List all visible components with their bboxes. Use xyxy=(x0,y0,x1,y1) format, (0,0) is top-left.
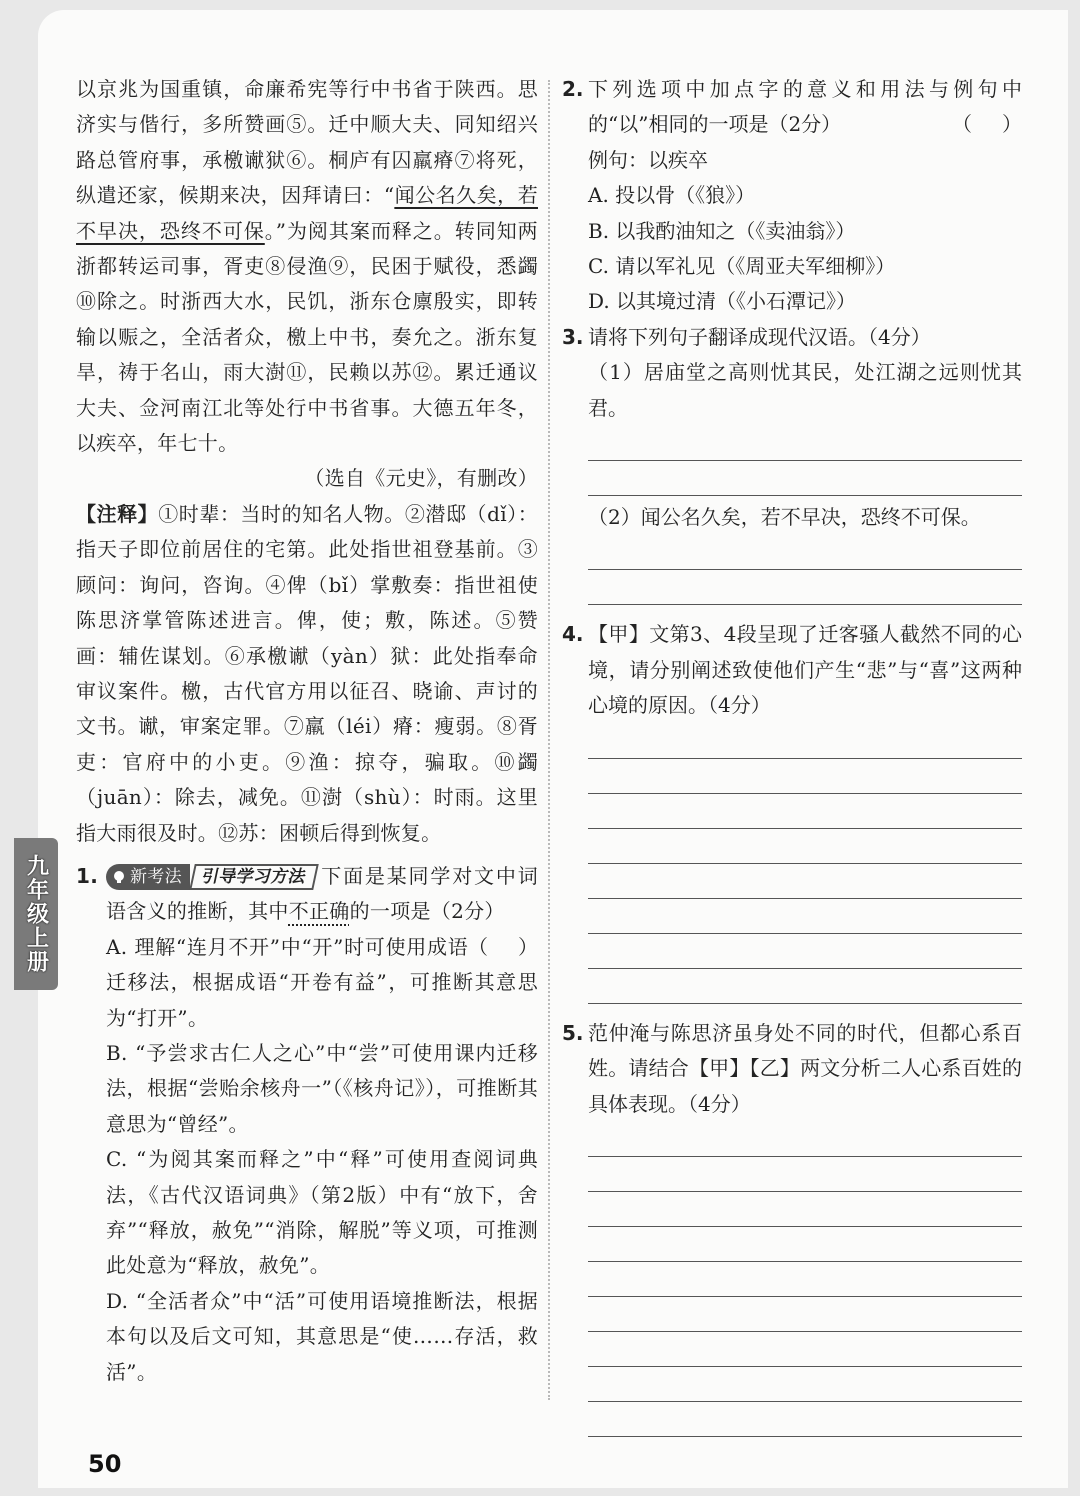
question-1-option-a: A. 理解“连月不开”中“开”时可使用成语迁移法，根据成语“开卷有益”，可推断其意思为“打开”。 xyxy=(106,934,538,1030)
question-3 xyxy=(562,320,1022,606)
question-4-number: 4. xyxy=(562,622,584,647)
answer-line[interactable] xyxy=(588,1367,1022,1402)
question-4-stem: 【甲】文第3、4段呈现了迁客骚人截然不同的心境，请分别阐述致使他们产生“悲”与“喜”这两种心境的原因。（4分） xyxy=(588,622,1022,718)
badge-new-method-label: 新考法 xyxy=(130,867,182,888)
column-divider xyxy=(548,80,550,1400)
question-1-stem-text: 下面是某同学对文中词语含义的推断，其中 xyxy=(106,863,538,924)
lightbulb-icon xyxy=(112,870,126,884)
answer-paren[interactable]: （） xyxy=(468,934,568,959)
notes xyxy=(76,497,538,851)
answer-line[interactable] xyxy=(588,829,1022,864)
answer-line[interactable] xyxy=(588,570,1022,605)
question-1-stem xyxy=(106,859,568,959)
question-2-option-c: C. 请以军礼见（《周亚夫军细柳》） xyxy=(588,254,896,279)
answer-line[interactable] xyxy=(588,1192,1022,1227)
question-2-option-a: A. 投以骨（《狼》） xyxy=(588,183,756,208)
passage-text xyxy=(76,72,538,461)
answer-line[interactable] xyxy=(588,461,1022,496)
question-4 xyxy=(562,617,1022,1003)
answer-line[interactable] xyxy=(588,969,1022,1004)
question-2-example: 例句：以疾卒 xyxy=(588,147,708,172)
answer-line[interactable] xyxy=(588,1332,1022,1367)
right-column xyxy=(562,72,1052,1437)
answer-line[interactable] xyxy=(588,535,1022,570)
question-3-number: 3. xyxy=(562,324,584,349)
question-2-option-d: D. 以其境过清（《小石潭记》） xyxy=(588,289,857,314)
side-tab-label: 九年级上册 xyxy=(23,854,49,974)
answer-line[interactable] xyxy=(588,1157,1022,1192)
question-2-number: 2. xyxy=(562,77,584,101)
question-1 xyxy=(76,859,568,1390)
passage-part-1: 以京兆为国重镇，命廉希宪等行中书省于陕西。思济实与偕行，多所赞画⑤。迁中顺大夫、同知绍兴路总管府事，承檄谳狱⑥。桐庐有囚羸瘠⑦将死，纵遣还家，候期来决，因拜请曰：“ xyxy=(76,77,538,208)
answer-paren[interactable]: （） xyxy=(952,112,1052,137)
new-method-badge xyxy=(106,864,316,890)
question-5 xyxy=(562,1016,1022,1437)
answer-line[interactable] xyxy=(588,724,1022,759)
question-1-option-d: D. “全活者众”中“活”可使用语境推断法，根据本句以及后文可知，其意思是“使……存活，救活”。 xyxy=(106,1288,538,1384)
question-3-stem: 请将下列句子翻译成现代汉语。（4分） xyxy=(588,324,931,349)
answer-line[interactable] xyxy=(588,1402,1022,1437)
passage-underlined-sentence: 闻公名久矣，若不早决，恐终不可保 xyxy=(76,183,538,243)
passage-part-2: 。”为阅其案而释之。转同知两浙都转运司事，胥吏⑧侵渔⑨，民困于赋役，悉蠲⑩除之。时浙西大水，民饥，浙东仓廪殷实，即转输以赈之，全活者众，檄上中书，奏允之。浙东复旱，祷于名山，雨大澍⑪，民赖以苏⑫。累迁通议大夫、佥河南江北等处行中书省事。大德五年冬，以疾卒，年七十。 xyxy=(76,218,538,456)
answer-line[interactable] xyxy=(588,1297,1022,1332)
grade-side-tab xyxy=(14,838,58,990)
answer-line[interactable] xyxy=(588,794,1022,829)
answer-line[interactable] xyxy=(588,934,1022,969)
question-1-stem-emphasis: 不正确 xyxy=(288,899,350,924)
question-5-stem: 范仲淹与陈思济虽身处不同的时代，但都心系百姓。请结合【甲】【乙】两文分析二人心系百姓的具体表现。（4分） xyxy=(588,1020,1022,1116)
answer-line[interactable] xyxy=(588,1122,1022,1157)
question-1-stem-end: 的一项是（2分） xyxy=(349,899,505,924)
question-2 xyxy=(562,72,1052,320)
question-3-sentence-1: （1）居庙堂之高则忧其民，处江湖之远则忧其君。 xyxy=(588,360,1022,420)
answer-line[interactable] xyxy=(588,899,1022,934)
notes-text: ①时辈：当时的知名人物。②潜邸（dǐ）：指天子即位前居住的宅第。此处指世祖登基前。③顾问：询问，咨询。④俾（bǐ）掌敷奏：指世祖使陈思济掌管陈述进言。俾，使；敷，陈述。⑤赞画：辅佐谋划。⑥承檄谳（yàn）狱：此处指奉命审议案件。檄，古代官方用以征召、晓谕、声讨的文书。谳，审案定罪。⑦羸（léi）瘠：瘦弱。⑧胥吏：官府中的小吏。⑨渔：掠夺，骗取。⑩蠲（juān）：除去，减免。⑪澍（shù）：时雨。这里指大雨很及时。⑫苏：困顿后得到恢复。 xyxy=(76,501,538,845)
notes-label: 【注释】 xyxy=(76,501,159,526)
question-1-number: 1. xyxy=(76,863,99,888)
answer-line[interactable] xyxy=(588,1262,1022,1297)
left-column xyxy=(76,72,568,1390)
question-1-option-c: C. “为阅其案而释之”中“释”可使用查阅词典法，《古代汉语词典》（第2版）中有“放下，舍弃”“释放，赦免”“消除，解脱”等义项，可推测此处意为“释放，赦免”。 xyxy=(106,1147,538,1278)
badge-guide-label: 引导学习方法 xyxy=(189,864,318,890)
passage-source: （选自《元史》，有删改） xyxy=(304,466,538,491)
question-2-stem: 下列选项中加点字的意义和用法与例句中的“以”相同的一项是（2分） （） xyxy=(588,72,1022,143)
answer-line[interactable] xyxy=(588,1227,1022,1262)
question-3-sentence-2: （2）闻公名久矣，若不早决，恐终不可保。 xyxy=(588,505,981,530)
answer-line[interactable] xyxy=(588,759,1022,794)
page-number: 50 xyxy=(88,1450,122,1478)
answer-line[interactable] xyxy=(588,426,1022,461)
question-5-number: 5. xyxy=(562,1020,584,1045)
question-2-option-b: B. 以我酌油知之（《卖油翁》） xyxy=(588,218,856,243)
question-1-option-b: B. “予尝求古仁人之心”中“尝”可使用课内迁移法，根据“尝贻余核舟一”（《核舟记》），可推断其意思为“曾经”。 xyxy=(106,1040,538,1136)
answer-line[interactable] xyxy=(588,864,1022,899)
